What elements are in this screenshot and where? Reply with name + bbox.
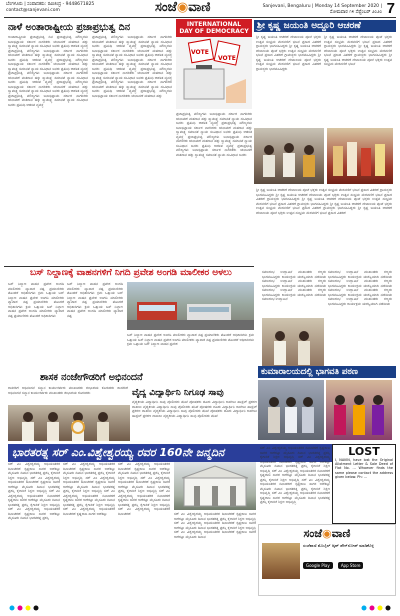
article-3-body-col3: ಬಸ್ ನಿಲ್ದಾಣ ವಾಹನ ಪ್ರವೇಶ ಅಂಗಡಿ ಮಾಲೀಕರು ವ್ಯಾಪಾರ ನಷ್ಟ ಪ್ರಯಾಣಿಕರು ತೊಂದರೆ ಅಧಿಕಾರಿಗಳು ಕ್ರಮ ಒತ್ತಾಯ ಬಸ್ ನಿಲ್ದಾಣ ವಾಹನ ಪ್ರವೇಶ ಅಂಗಡಿ ಮಾಲೀಕರು ವ್ಯಾಪಾರ ನಷ್ಟ ಪ್ರಯಾಣಿಕರು ತೊಂದರೆ ಅಧಿಕಾರಿಗಳು ಕ್ರಮ ಒತ್ತಾಯ ಬಸ್ ನಿಲ್ದಾಣ ವಾಹನ ಪ್ರವೇಶ [127,333,254,346]
article-6-headline: ಕುಮಾರಾಲಯದಲ್ಲಿ ಭಾಗವತಿ ಪಠಣ [258,366,396,378]
vote-label-1: VOTE [191,49,209,56]
article-3-body-col2: ಬಸ್ ನಿಲ್ದಾಣ ವಾಹನ ಪ್ರವೇಶ ಅಂಗಡಿ ಮಾಲೀಕರು ವ್ಯಾಪಾರ ನಷ್ಟ ಪ್ರಯಾಣಿಕರು ತೊಂದರೆ ಅಧಿಕಾರಿಗಳು ಕ್ರಮ ಒತ್ತಾಯ ಬಸ್ ನಿಲ್ದಾಣ ವಾಹನ ಪ್ರವೇಶ ಅಂಗಡಿ ಮಾಲೀಕರು ವ್ಯಾಪಾರ ನಷ್ಟ ಪ್ರಯಾಣಿಕರು ತೊಂದರೆ ಅಧಿಕಾರಿಗಳು ಕ್ರಮ ಒತ್ತಾಯ ಬಸ್ ನಿಲ್ದಾಣ ವಾಹನ ಪ್ರವೇಶ ಅಂಗಡಿ ಮಾಲೀಕರು ವ್ಯಾಪಾರ ನಷ್ಟ [67,282,123,318]
temple-procession-photo [327,128,393,184]
ad-tagline: ಸಂಜೆವಾಣಿ ಮೊಬೈಲ್ ಆ್ಯಪ್ ಡೌನ್‌ಲೋಡ್ ಮಾಡಿಕೊಳ್ಳಿ [303,543,374,548]
crowd-figures-icon [254,128,324,184]
article-1-body-col3: ಪ್ರಜಾಪ್ರಭುತ್ವ ಮೌಲ್ಯಗಳು ಜನಾಭಿಪ್ರಾಯ ಸರ್ಕಾರ ನಾಗರಿಕರು ಚುನಾವಣೆ ಮತದಾನ ಹಕ್ಕು ಸ್ವಾತಂತ್ರ್ಯ ಸಮಾನತೆ ನ್ಯಾಯ ಸಂವಿಧಾನ ಜನರು ಪ್ರತಿನಿಧಿ ಆಡಳಿತ ವ್ಯವಸ್ಥೆ ಪ್ರಜಾಪ್ರಭುತ್ವ ಮೌಲ್ಯಗಳು ಜನಾಭಿಪ್ರಾಯ ಸರ್ಕಾರ ನಾಗರಿಕರು ಚುನಾವಣೆ ಮತದಾನ ಹಕ್ಕು ಸ್ವಾತಂತ್ರ್ಯ ಸಮಾನತೆ ನ್ಯಾಯ ಸಂವಿಧಾನ ಜನರು ಪ್ರತಿನಿಧಿ ಆಡಳಿತ ವ್ಯವಸ್ಥೆ ಪ್ರಜಾಪ್ರಭುತ್ವ ಮೌಲ್ಯಗಳು ಜನಾಭಿಪ್ರಾಯ ಸರ್ಕಾರ ನಾಗರಿಕರು ಚುನಾವಣೆ ಮತದಾನ ಹಕ್ಕು ಸ್ವಾತಂತ್ರ್ಯ ಸಮಾನತೆ ನ್ಯಾಯ ಸಂವಿಧಾನ ಜನರು ಪ್ರತಿನಿಧಿ ಆಡಳಿತ ವ್ಯವಸ್ಥೆ ಪ್ರಜಾಪ್ರಭುತ್ವ ಮೌಲ್ಯಗಳು ಜನಾಭಿಪ್ರಾಯ ಸರ್ಕಾರ ನಾಗರಿಕರು ಚುನಾವಣೆ ಮತದಾನ ಹಕ್ಕು ಸ್ವಾತಂತ್ರ್ಯ ಸಮಾನತೆ ನ್ಯಾಯ ಸಂವಿಧಾನ ಜನರು [176,112,252,157]
article-1-body-col1: ಅಂತಾರಾಷ್ಟ್ರೀಯ ಪ್ರಜಾಪ್ರಭುತ್ವ ದಿನ ಪ್ರಜಾಪ್ರಭುತ್ವ ಮೌಲ್ಯಗಳು ಜನಾಭಿಪ್ರಾಯ ಸರ್ಕಾರ ನಾಗರಿಕರು ಚುನಾವಣೆ ಮತದಾನ ಹಕ್ಕು ಸ್ವಾತಂತ್ರ್ಯ ಸಮಾನತೆ ನ್ಯಾಯ ಸಂವಿಧಾನ ಜನರು ಪ್ರತಿನಿಧಿ ಆಡಳಿತ ವ್ಯವಸ್ಥೆ ಪ್ರಜಾಪ್ರಭುತ್ವ ಮೌಲ್ಯಗಳು ಜನಾಭಿಪ್ರಾಯ ಸರ್ಕಾರ ನಾಗರಿಕರು ಚುನಾವಣೆ ಮತದಾನ ಹಕ್ಕು ಸ್ವಾತಂತ್ರ್ಯ ಸಮಾನತೆ ನ್ಯಾಯ ಸಂವಿಧಾನ ಜನರು ಪ್ರತಿನಿಧಿ ಆಡಳಿತ ವ್ಯವಸ್ಥೆ ಪ್ರಜಾಪ್ರಭುತ್ವ ಮೌಲ್ಯಗಳು ಜನಾಭಿಪ್ರಾಯ ಸರ್ಕಾರ ನಾಗರಿಕರು ಚುನಾವಣೆ ಮತದಾನ ಹಕ್ಕು ಸ್ವಾತಂತ್ರ್ಯ ಸಮಾನತೆ ನ್ಯಾಯ ಸಂವಿಧಾನ ಜನರು ಪ್ರತಿನಿಧಿ ಆಡಳಿತ ವ್ಯವಸ್ಥೆ ಪ್ರಜಾಪ್ರಭುತ್ವ ಮೌಲ್ಯಗಳು ಜನಾಭಿಪ್ರಾಯ ಸರ್ಕಾರ ನಾಗರಿಕರು ಚುನಾವಣೆ ಮತದಾನ ಹಕ್ಕು ಸ್ವಾತಂತ್ರ್ಯ ಸಮಾನತೆ ನ್ಯಾಯ ಸಂವಿಧಾನ ಜನರು ಪ್ರತಿನಿಧಿ ಆಡಳಿತ ವ್ಯವಸ್ಥೆ ಪ್ರಜಾಪ್ರಭುತ್ವ ಮೌಲ್ಯಗಳು ಜನಾಭಿಪ್ರಾಯ ಸರ್ಕಾರ ನಾಗರಿಕರು ಚುನಾವಣೆ ಮತದಾನ ಹಕ್ಕು ಸ್ವಾತಂತ್ರ್ಯ ಸಮಾನತೆ ನ್ಯಾಯ ಸಂವಿಧಾನ ಜನರು ಪ್ರತಿನಿಧಿ ಆಡಳಿತ ವ್ಯವಸ್ಥೆ ಪ್ರಜಾಪ್ರಭುತ್ವ ಮೌಲ್ಯಗಳು ಜನಾಭಿಪ್ರಾಯ ಸರ್ಕಾರ ನಾಗರಿಕರು ಚುನಾವಣೆ ಮತದಾನ ಹಕ್ಕು ಸ್ವಾತಂತ್ರ್ಯ ಸಮಾನತೆ ನ್ಯಾಯ ಸಂವಿಧಾನ ಜನರು ಪ್ರತಿನಿಧಿ ಆಡಳಿತ ವ್ಯವಸ್ಥೆ [8,35,88,107]
article-3-headline: ಬಸ್ ನಿಲ್ದಾಣಕ್ಕೆ ವಾಹನಗಳಿಗೆ ನಿಗದಿ ಪ್ರವೇಶ ಅಂಗಡಿ ಮಾಲೀಕರ ಅಳಲು [30,268,232,278]
article-2-body-col2: ಶ್ರೀ ಕೃಷ್ಣ ಜಯಂತಿ ಆಚರಣೆ ದೇವಾಲಯ ಪೂಜೆ ಭಕ್ತರು ಉತ್ಸವ ಸಂಭ್ರಮ ಮೆರವಣಿಗೆ ಭಜನೆ ಪ್ರಸಾದ ವಿತರಣೆ ಗ್ರಾಮಸ್ಥರು ಭಾಗವಹಿಸಿದ್ದರು ಶ್ರೀ ಕೃಷ್ಣ ಜಯಂತಿ ಆಚರಣೆ ದೇವಾಲಯ ಪೂಜೆ ಭಕ್ತರು ಉತ್ಸವ ಸಂಭ್ರಮ ಮೆರವಣಿಗೆ ಭಜನೆ ಪ್ರಸಾದ ವಿತರಣೆ ಗ್ರಾಮಸ್ಥರು ಭಾಗವಹಿಸಿದ್ದರು ಶ್ರೀ ಕೃಷ್ಣ ಜಯಂತಿ ಆಚರಣೆ ದೇವಾಲಯ ಪೂಜೆ ಭಕ್ತರು ಉತ್ಸವ ಸಂಭ್ರಮ ಮೆರವಣಿಗೆ ಭಜನೆ [324,35,392,66]
header-rule [4,17,396,18]
felicitation-photo [8,405,130,441]
article-2-body-col1: ಶ್ರೀ ಕೃಷ್ಣ ಜಯಂತಿ ಆಚರಣೆ ದೇವಾಲಯ ಪೂಜೆ ಭಕ್ತರು ಉತ್ಸವ ಸಂಭ್ರಮ ಮೆರವಣಿಗೆ ಭಜನೆ ಪ್ರಸಾದ ವಿತರಣೆ ಗ್ರಾಮಸ್ಥರು ಭಾಗವಹಿಸಿದ್ದರು ಶ್ರೀ ಕೃಷ್ಣ ಜಯಂತಿ ಆಚರಣೆ ದೇವಾಲಯ ಪೂಜೆ ಭಕ್ತರು ಉತ್ಸವ ಸಂಭ್ರಮ ಮೆರವಣಿಗೆ ಭಜನೆ ಪ್ರಸಾದ ವಿತರಣೆ ಗ್ರಾಮಸ್ಥರು ಭಾಗವಹಿಸಿದ್ದರು ಶ್ರೀ ಕೃಷ್ಣ ಜಯಂತಿ ಆಚರಣೆ ದೇವಾಲಯ ಪೂಜೆ ಭಕ್ತರು ಉತ್ಸವ ಸಂಭ್ರಮ ಮೆರವಣಿಗೆ ಭಜನೆ ಪ್ರಸಾದ ವಿತರಣೆ ಗ್ರಾಮಸ್ಥರು ಭಾಗವಹಿಸಿದ್ದರು [256,35,321,71]
ballot-box-illustration [176,37,252,107]
article-7-headline: ಭಾರತರತ್ನ ಸರ್ ಎಂ.ವಿಶ್ವೇಶ್ವರಯ್ಯ ರವರ 160ನೇ ಜನ್ಮದಿನ [8,444,336,462]
garland-group-icon [8,405,130,441]
right-column-text-1: ಸಮಾರಂಭ ಉದ್ಘಾಟನೆ ಮುಖಂಡರು ಗಣ್ಯರು ಭಾಗವಹಿಸಿದ್ದರು ಕಾರ್ಯಕ್ರಮ ಯಶಸ್ವಿಯಾಗಿ ನಡೆಯಿತು ಸಮಾರಂಭ ಉದ್ಘಾಟನೆ ಮುಖಂಡರು ಗಣ್ಯರು ಭಾಗವಹಿಸಿದ್ದರು ಕಾರ್ಯಕ್ರಮ ಯಶಸ್ವಿಯಾಗಿ ನಡೆಯಿತು ಸಮಾರಂಭ ಉದ್ಘಾಟನೆ ಮುಖಂಡರು ಗಣ್ಯರು ಭಾಗವಹಿಸಿದ್ದರು ಕಾರ್ಯಕ್ರಮ ಯಶಸ್ವಿಯಾಗಿ ನಡೆಯಿತು ಸಮಾರಂಭ ಉದ್ಘಾಟನೆ [262,270,326,301]
bus-stand-photo [127,282,254,330]
democracy-banner [176,19,252,109]
masthead [155,0,210,15]
article-5-body: ವೈದ್ಯಕೀಯ ವಿದ್ಯಾರ್ಥಿನಿ ಸಾವು ಪೊಲೀಸರು ತನಿಖೆ ಪೋಷಕರು ದೂರು ವಿದ್ಯಾರ್ಥಿನಿ ಕಾಲೇಜು ಹಾಸ್ಟೆಲ್ ಪ್ರಕರಣ ದಾಖಲು ವೈದ್ಯಕೀಯ ವಿದ್ಯಾರ್ಥಿನಿ ಸಾವು ಪೊಲೀಸರು ತನಿಖೆ ಪೋಷಕರು ದೂರು ವಿದ್ಯಾರ್ಥಿನಿ ಕಾಲೇಜು ಹಾಸ್ಟೆಲ್ ಪ್ರಕರಣ ದಾಖಲು ವೈದ್ಯಕೀಯ ವಿದ್ಯಾರ್ಥಿನಿ ಸಾವು ಪೊಲೀಸರು ತನಿಖೆ ಪೋಷಕರು ದೂರು ವಿದ್ಯಾರ್ಥಿನಿ ಕಾಲೇಜು ಹಾಸ್ಟೆಲ್ ಪ್ರಕರಣ ದಾಖಲು ವೈದ್ಯಕೀಯ ವಿದ್ಯಾರ್ಥಿನಿ ಸಾವು ಪೊಲೀಸರು ತನಿಖೆ [132,400,257,418]
header-meta-left [6,2,156,13]
article-7-body-col5: ಸರ್ ಎಂ ವಿಶ್ವೇಶ್ವರಯ್ಯ ಅಭಿಯಂತರರ ದಿನಾಚರಣೆ ಕೃಷ್ಣರಾಜ ಸಾಗರ ಅಣೆಕಟ್ಟು ಮೈಸೂರು ದಿವಾನ ಭಾರತರತ್ನ ಪ್ರಶಸ್ತಿ ಕೈಗಾರಿಕೆ ಶಿಕ್ಷಣ ಅಭಿವೃದ್ಧಿ ಸರ್ ಎಂ ವಿಶ್ವೇಶ್ವರಯ್ಯ ಅಭಿಯಂತರರ ದಿನಾಚರಣೆ ಕೃಷ್ಣರಾಜ ಸಾಗರ ಅಣೆಕಟ್ಟು ಮೈಸೂರು ದಿವಾನ ಭಾರತರತ್ನ ಪ್ರಶಸ್ತಿ ಕೈಗಾರಿಕೆ ಶಿಕ್ಷಣ ಅಭಿವೃದ್ಧಿ ಸರ್ ಎಂ ವಿಶ್ವೇಶ್ವರಯ್ಯ ಅಭಿಯಂತರರ ದಿನಾಚರಣೆ ಕೃಷ್ಣರಾಜ ಸಾಗರ ಅಣೆಕಟ್ಟು ಮೈಸೂರು ದಿವಾನ ಭಾರತರತ್ನ ಪ್ರಶಸ್ತಿ ಕೈಗಾರಿಕೆ ಶಿಕ್ಷಣ ಅಭಿವೃದ್ಧಿ ಸರ್ ಎಂ ವಿಶ್ವೇಶ್ವರಯ್ಯ ಅಭಿಯಂತರರ ದಿನಾಚರಣೆ ಕೃಷ್ಣರಾಜ ಸಾಗರ ಅಣೆಕಟ್ಟು ಮೈಸೂರು ದಿವಾನ ಭಾರತರತ್ನ ಪ್ರಶಸ್ತಿ ಕೈಗಾರಿಕೆ ಶಿಕ್ಷಣ ಅಭಿವೃದ್ಧಿ ಸರ್ ಎಂ ವಿಶ್ವೇಶ್ವರಯ್ಯ ಅಭಿಯಂತರರ ದಿನಾಚರಣೆ ಕೃಷ್ಣರಾಜ ಸಾಗರ ಅಣೆಕಟ್ಟು ಮೈಸೂರು ದಿವಾನ ಭಾರತರತ್ನ ಪ್ರಶಸ್ತಿ ಕೈಗಾರಿಕೆ ಶಿಕ್ಷಣ ಅಭಿವೃದ್ಧಿ [260,446,330,504]
registration-marks [4,597,396,605]
article-2-headline: ಶ್ರೀ ಕೃಷ್ಣ ಜಯಂತಿ ಅದ್ದೂರಿ ಆಚರಣೆ [254,20,396,32]
publisher-line: ಬೆಂಗಳೂರು | ಸಂಪಾದಕರು: ರವಿಚಂದ್ರ - 9448671825 [6,2,95,7]
banner-line2: DAY OF DEMOCRACY [179,28,249,35]
article-7-body-col2: ಸರ್ ಎಂ ವಿಶ್ವೇಶ್ವರಯ್ಯ ಅಭಿಯಂತರರ ದಿನಾಚರಣೆ ಕೃಷ್ಣರಾಜ ಸಾಗರ ಅಣೆಕಟ್ಟು ಮೈಸೂರು ದಿವಾನ ಭಾರತರತ್ನ ಪ್ರಶಸ್ತಿ ಕೈಗಾರಿಕೆ ಶಿಕ್ಷಣ ಅಭಿವೃದ್ಧಿ ಸರ್ ಎಂ ವಿಶ್ವೇಶ್ವರಯ್ಯ ಅಭಿಯಂತರರ ದಿನಾಚರಣೆ ಕೃಷ್ಣರಾಜ ಸಾಗರ ಅಣೆಕಟ್ಟು ಮೈಸೂರು ದಿವಾನ ಭಾರತರತ್ನ ಪ್ರಶಸ್ತಿ ಕೈಗಾರಿಕೆ ಶಿಕ್ಷಣ ಅಭಿವೃದ್ಧಿ ಸರ್ ಎಂ ವಿಶ್ವೇಶ್ವರಯ್ಯ ಅಭಿಯಂತರರ ದಿನಾಚರಣೆ ಕೃಷ್ಣರಾಜ ಸಾಗರ ಅಣೆಕಟ್ಟು ಮೈಸೂರು ದಿವಾನ ಭಾರತರತ್ನ ಪ್ರಶಸ್ತಿ ಕೈಗಾರಿಕೆ ಶಿಕ್ಷಣ ಅಭಿವೃದ್ಧಿ ಸರ್ ಎಂ ವಿಶ್ವೇಶ್ವರಯ್ಯ ಅಭಿಯಂತರರ ದಿನಾಚರಣೆ ಕೃಷ್ಣರಾಜ ಸಾಗರ ಅಣೆಕಟ್ಟು [63,462,115,516]
sun-logo-icon: ◉ [176,0,189,15]
seated-group-icon [258,380,324,440]
banner-line1: INTERNATIONAL [186,21,242,28]
masthead-left: ಸಂಜೆ [155,0,177,15]
ad-photo [262,543,300,579]
lost-body: I, NAVIN, have lost the Original Allotment Letter & Sale Deed of Flat No. ... Whoever finds the same please contact the address given below. Ph: ... [335,458,393,479]
page-number: 7 [386,0,395,17]
event-photo-1 [262,318,324,370]
google-play-button[interactable]: Google Play [303,562,333,569]
article-7-body-col3: ಸರ್ ಎಂ ವಿಶ್ವೇಶ್ವರಯ್ಯ ಅಭಿಯಂತರರ ದಿನಾಚರಣೆ ಕೃಷ್ಣರಾಜ ಸಾಗರ ಅಣೆಕಟ್ಟು ಮೈಸೂರು ದಿವಾನ ಭಾರತರತ್ನ ಪ್ರಶಸ್ತಿ ಕೈಗಾರಿಕೆ ಶಿಕ್ಷಣ ಅಭಿವೃದ್ಧಿ ಸರ್ ಎಂ ವಿಶ್ವೇಶ್ವರಯ್ಯ ಅಭಿಯಂತರರ ದಿನಾಚರಣೆ ಕೃಷ್ಣರಾಜ ಸಾಗರ ಅಣೆಕಟ್ಟು ಮೈಸೂರು ದಿವಾನ ಭಾರತರತ್ನ ಪ್ರಶಸ್ತಿ ಕೈಗಾರಿಕೆ ಶಿಕ್ಷಣ ಅಭಿವೃದ್ಧಿ ಸರ್ ಎಂ ವಿಶ್ವೇಶ್ವರಯ್ಯ ಅಭಿಯಂತರರ ದಿನಾಚರಣೆ ಕೃಷ್ಣರಾಜ ಸಾಗರ ಅಣೆಕಟ್ಟು ಮೈಸೂರು ದಿವಾನ ಭಾರತರತ್ನ ಪ್ರಶಸ್ತಿ ಕೈಗಾರಿಕೆ ಶಿಕ್ಷಣ ಅಭಿವೃದ್ಧಿ ಸರ್ ಎಂ ವಿಶ್ವೇಶ್ವರಯ್ಯ ಅಭಿಯಂತರರ ದಿನಾಚರಣೆ [118,462,170,516]
article-7-body-col1: ಸರ್ ಎಂ ವಿಶ್ವೇಶ್ವರಯ್ಯ ಅಭಿಯಂತರರ ದಿನಾಚರಣೆ ಕೃಷ್ಣರಾಜ ಸಾಗರ ಅಣೆಕಟ್ಟು ಮೈಸೂರು ದಿವಾನ ಭಾರತರತ್ನ ಪ್ರಶಸ್ತಿ ಕೈಗಾರಿಕೆ ಶಿಕ್ಷಣ ಅಭಿವೃದ್ಧಿ ಸರ್ ಎಂ ವಿಶ್ವೇಶ್ವರಯ್ಯ ಅಭಿಯಂತರರ ದಿನಾಚರಣೆ ಕೃಷ್ಣರಾಜ ಸಾಗರ ಅಣೆಕಟ್ಟು ಮೈಸೂರು ದಿವಾನ ಭಾರತರತ್ನ ಪ್ರಶಸ್ತಿ ಕೈಗಾರಿಕೆ ಶಿಕ್ಷಣ ಅಭಿವೃದ್ಧಿ ಸರ್ ಎಂ ವಿಶ್ವೇಶ್ವರಯ್ಯ ಅಭಿಯಂತರರ ದಿನಾಚರಣೆ ಕೃಷ್ಣರಾಜ ಸಾಗರ ಅಣೆಕಟ್ಟು ಮೈಸೂರು ದಿವಾನ ಭಾರತರತ್ನ ಪ್ರಶಸ್ತಿ ಕೈಗಾರಿಕೆ ಶಿಕ್ಷಣ ಅಭಿವೃದ್ಧಿ ಸರ್ ಎಂ ವಿಶ್ವೇಶ್ವರಯ್ಯ ಅಭಿಯಂತರರ ದಿನಾಚರಣೆ ಕೃಷ್ಣರಾಜ ಸಾಗರ ಅಣೆಕಟ್ಟು ಮೈಸೂರು ದಿವಾನ ಭಾರತರತ್ನ ಪ್ರಶಸ್ತಿ [8,462,60,520]
date-line: Sanjevani, Bengaluru | Monday 14 September 2020 | ಸೋಮವಾರ ೧೪ ಸೆಪ್ಟೆಂಬರ್ ೨೦೨೦ [262,4,382,15]
masthead-right: ವಾಣಿ [188,0,211,15]
app-store-button[interactable]: App Store [338,562,364,569]
article-2-body-col3: ಶ್ರೀ ಕೃಷ್ಣ ಜಯಂತಿ ಆಚರಣೆ ದೇವಾಲಯ ಪೂಜೆ ಭಕ್ತರು ಉತ್ಸವ ಸಂಭ್ರಮ ಮೆರವಣಿಗೆ ಭಜನೆ ಪ್ರಸಾದ ವಿತರಣೆ ಗ್ರಾಮಸ್ಥರು ಭಾಗವಹಿಸಿದ್ದರು ಶ್ರೀ ಕೃಷ್ಣ ಜಯಂತಿ ಆಚರಣೆ ದೇವಾಲಯ ಪೂಜೆ ಭಕ್ತರು ಉತ್ಸವ ಸಂಭ್ರಮ ಮೆರವಣಿಗೆ ಭಜನೆ ಪ್ರಸಾದ ವಿತರಣೆ ಗ್ರಾಮಸ್ಥರು ಭಾಗವಹಿಸಿದ್ದರು ಶ್ರೀ ಕೃಷ್ಣ ಜಯಂತಿ ಆಚರಣೆ ದೇವಾಲಯ ಪೂಜೆ ಭಕ್ತರು ಉತ್ಸವ ಸಂಭ್ರಮ ಮೆರವಣಿಗೆ ಭಜನೆ ಪ್ರಸಾದ ವಿತರಣೆ ಗ್ರಾಮಸ್ಥರು ಭಾಗವಹಿಸಿದ್ದರು ಶ್ರೀ ಕೃಷ್ಣ ಜಯಂತಿ ಆಚರಣೆ ದೇವಾಲಯ ಪೂಜೆ ಭಕ್ತರು ಉತ್ಸವ ಸಂಭ್ರಮ ಮೆರವಣಿಗೆ ಭಜನೆ ಪ್ರಸಾದ ವಿತರಣೆ ಗ್ರಾಮಸ್ಥರು ಭಾಗವಹಿಸಿದ್ದರು ಶ್ರೀ ಕೃಷ್ಣ ಜಯಂತಿ ಆಚರಣೆ ದೇವಾಲಯ ಪೂಜೆ ಭಕ್ತರು ಉತ್ಸವ ಸಂಭ್ರಮ ಮೆರವಣಿಗೆ ಭಜನೆ ಪ್ರಸಾದ ವಿತರಣೆ [256,188,392,215]
right-column-text-2: ಸಮಾರಂಭ ಉದ್ಘಾಟನೆ ಮುಖಂಡರು ಗಣ್ಯರು ಭಾಗವಹಿಸಿದ್ದರು ಕಾರ್ಯಕ್ರಮ ಯಶಸ್ವಿಯಾಗಿ ನಡೆಯಿತು ಸಮಾರಂಭ ಉದ್ಘಾಟನೆ ಮುಖಂಡರು ಗಣ್ಯರು ಭಾಗವಹಿಸಿದ್ದರು ಕಾರ್ಯಕ್ರಮ ಯಶಸ್ವಿಯಾಗಿ ನಡೆಯಿತು ಸಮಾರಂಭ ಉದ್ಘಾಟನೆ ಮುಖಂಡರು ಗಣ್ಯರು ಭಾಗವಹಿಸಿದ್ದರು ಕಾರ್ಯಕ್ರಮ ಯಶಸ್ವಿಯಾಗಿ ನಡೆಯಿತು ಸಮಾರಂಭ ಉದ್ಘಾಟನೆ ಮುಖಂಡರು ಗಣ್ಯರು ಭಾಗವಹಿಸಿದ್ದರು ಕಾರ್ಯಕ್ರಮ ಯಶಸ್ವಿಯಾಗಿ ನಡೆಯಿತು [328,270,392,306]
ad-sun-icon: ◉ [322,527,332,540]
ad-brand-left: ಸಂಜೆ [303,527,323,540]
memorial-building-photo [174,462,256,510]
kumaralaya-photo-2 [326,380,392,440]
contact-email: contact@sanjevani.com [6,7,60,13]
rule-a3 [4,266,254,267]
procession-figures-icon [327,128,393,184]
vote-label-2: VOTE [218,55,236,62]
lost-notice [332,444,396,524]
article-1-body-col2: ಪ್ರಜಾಪ್ರಭುತ್ವ ಮೌಲ್ಯಗಳು ಜನಾಭಿಪ್ರಾಯ ಸರ್ಕಾರ ನಾಗರಿಕರು ಚುನಾವಣೆ ಮತದಾನ ಹಕ್ಕು ಸ್ವಾತಂತ್ರ್ಯ ಸಮಾನತೆ ನ್ಯಾಯ ಸಂವಿಧಾನ ಜನರು ಪ್ರತಿನಿಧಿ ಆಡಳಿತ ವ್ಯವಸ್ಥೆ ಪ್ರಜಾಪ್ರಭುತ್ವ ಮೌಲ್ಯಗಳು ಜನಾಭಿಪ್ರಾಯ ಸರ್ಕಾರ ನಾಗರಿಕರು ಚುನಾವಣೆ ಮತದಾನ ಹಕ್ಕು ಸ್ವಾತಂತ್ರ್ಯ ಸಮಾನತೆ ನ್ಯಾಯ ಸಂವಿಧಾನ ಜನರು ಪ್ರತಿನಿಧಿ ಆಡಳಿತ ವ್ಯವಸ್ಥೆ ಪ್ರಜಾಪ್ರಭುತ್ವ ಮೌಲ್ಯಗಳು ಜನಾಭಿಪ್ರಾಯ ಸರ್ಕಾರ ನಾಗರಿಕರು ಚುನಾವಣೆ ಮತದಾನ ಹಕ್ಕು ಸ್ವಾತಂತ್ರ್ಯ ಸಮಾನತೆ ನ್ಯಾಯ ಸಂವಿಧಾನ ಜನರು ಪ್ರತಿನಿಧಿ ಆಡಳಿತ ವ್ಯವಸ್ಥೆ ಪ್ರಜಾಪ್ರಭುತ್ವ ಮೌಲ್ಯಗಳು ಜನಾಭಿಪ್ರಾಯ ಸರ್ಕಾರ ನಾಗರಿಕರು ಚುನಾವಣೆ ಮತದಾನ ಹಕ್ಕು ಸ್ವಾತಂತ್ರ್ಯ ಸಮಾನತೆ ನ್ಯಾಯ ಸಂವಿಧಾನ ಜನರು ಪ್ರತಿನಿಧಿ ಆಡಳಿತ ವ್ಯವಸ್ಥೆ ಪ್ರಜಾಪ್ರಭುತ್ವ ಮೌಲ್ಯಗಳು ಜನಾಭಿಪ್ರಾಯ ಸರ್ಕಾರ ನಾಗರಿಕರು ಚುನಾವಣೆ ಮತದಾನ ಹಕ್ಕು ಸ್ವಾತಂತ್ರ್ಯ ಸಮಾನತೆ ನ್ಯಾಯ ಸಂವಿಧಾನ ಜನರು ಪ್ರತಿನಿಧಿ ಆಡಳಿತ ವ್ಯವಸ್ಥೆ ಪ್ರಜಾಪ್ರಭುತ್ವ ಮೌಲ್ಯಗಳು ಜನಾಭಿಪ್ರಾಯ ಸರ್ಕಾರ ನಾಗರಿಕರು ಚುನಾವಣೆ ಮತದಾನ ಹಕ್ಕು [92,35,172,98]
people-icon [262,318,324,370]
article-4-body: ಶಾಸಕರಿಗೆ ಅಭಿನಂದನೆ ಸನ್ಮಾನ ಕಾರ್ಯಕರ್ತರು ಮುಖಂಡರು ಶುಭಾಶಯ ಕೋರಿದರು ಶಾಸಕರಿಗೆ ಅಭಿನಂದನೆ ಸನ್ಮಾನ ಕಾರ್ಯಕರ್ತರು ಮುಖಂಡರು ಶುಭಾಶಯ ಕೋರಿದರು [8,386,128,395]
article-3-body-col1: ಬಸ್ ನಿಲ್ದಾಣ ವಾಹನ ಪ್ರವೇಶ ಅಂಗಡಿ ಮಾಲೀಕರು ವ್ಯಾಪಾರ ನಷ್ಟ ಪ್ರಯಾಣಿಕರು ತೊಂದರೆ ಅಧಿಕಾರಿಗಳು ಕ್ರಮ ಒತ್ತಾಯ ಬಸ್ ನಿಲ್ದಾಣ ವಾಹನ ಪ್ರವೇಶ ಅಂಗಡಿ ಮಾಲೀಕರು ವ್ಯಾಪಾರ ನಷ್ಟ ಪ್ರಯಾಣಿಕರು ತೊಂದರೆ ಅಧಿಕಾರಿಗಳು ಕ್ರಮ ಒತ್ತಾಯ ಬಸ್ ನಿಲ್ದಾಣ ವಾಹನ ಪ್ರವೇಶ ಅಂಗಡಿ ಮಾಲೀಕರು ವ್ಯಾಪಾರ ನಷ್ಟ ಪ್ರಯಾಣಿಕರು ತೊಂದರೆ ಅಧಿಕಾರಿಗಳು [8,282,64,318]
article-7-body-col4: ಸರ್ ಎಂ ವಿಶ್ವೇಶ್ವರಯ್ಯ ಅಭಿಯಂತರರ ದಿನಾಚರಣೆ ಕೃಷ್ಣರಾಜ ಸಾಗರ ಅಣೆಕಟ್ಟು ಮೈಸೂರು ದಿವಾನ ಭಾರತರತ್ನ ಪ್ರಶಸ್ತಿ ಕೈಗಾರಿಕೆ ಶಿಕ್ಷಣ ಅಭಿವೃದ್ಧಿ ಸರ್ ಎಂ ವಿಶ್ವೇಶ್ವರಯ್ಯ ಅಭಿಯಂತರರ ದಿನಾಚರಣೆ ಕೃಷ್ಣರಾಜ ಸಾಗರ ಅಣೆಕಟ್ಟು ಮೈಸೂರು ದಿವಾನ ಭಾರತರತ್ನ ಪ್ರಶಸ್ತಿ ಕೈಗಾರಿಕೆ ಶಿಕ್ಷಣ ಅಭಿವೃದ್ಧಿ ಸರ್ ಎಂ ವಿಶ್ವೇಶ್ವರಯ್ಯ ಅಭಿಯಂತರರ ದಿನಾಚರಣೆ ಕೃಷ್ಣರಾಜ ಸಾಗರ ಅಣೆಕಟ್ಟು ಮೈಸೂರು ದಿವಾನ [174,512,256,539]
article-5-headline: ವೈದ್ಯ ವಿದ್ಯಾರ್ಥಿನಿ ನಿಗೂಢ ಸಾವು [132,388,224,398]
bus-icon [127,282,254,330]
article-4-headline: ಶಾಸಕ ನಂಜೇಗೌಡರಿಗೆ ಅಭಿನಂದನೆ [40,372,143,383]
women-group-icon [326,380,392,440]
building-icon [174,462,256,510]
krishna-jayanti-photo [254,128,324,184]
kumaralaya-photo-1 [258,380,324,440]
ad-brand [259,525,395,541]
ad-brand-right: ವಾಣಿ [331,527,351,540]
article-1-headline: ನಾಳೆ ಅಂತಾರಾಷ್ಟ್ರೀಯ ಪ್ರಜಾಪ್ರಭುತ್ವ ದಿನ [8,22,131,33]
app-ad [258,524,396,596]
lost-title: LOST [348,445,380,458]
